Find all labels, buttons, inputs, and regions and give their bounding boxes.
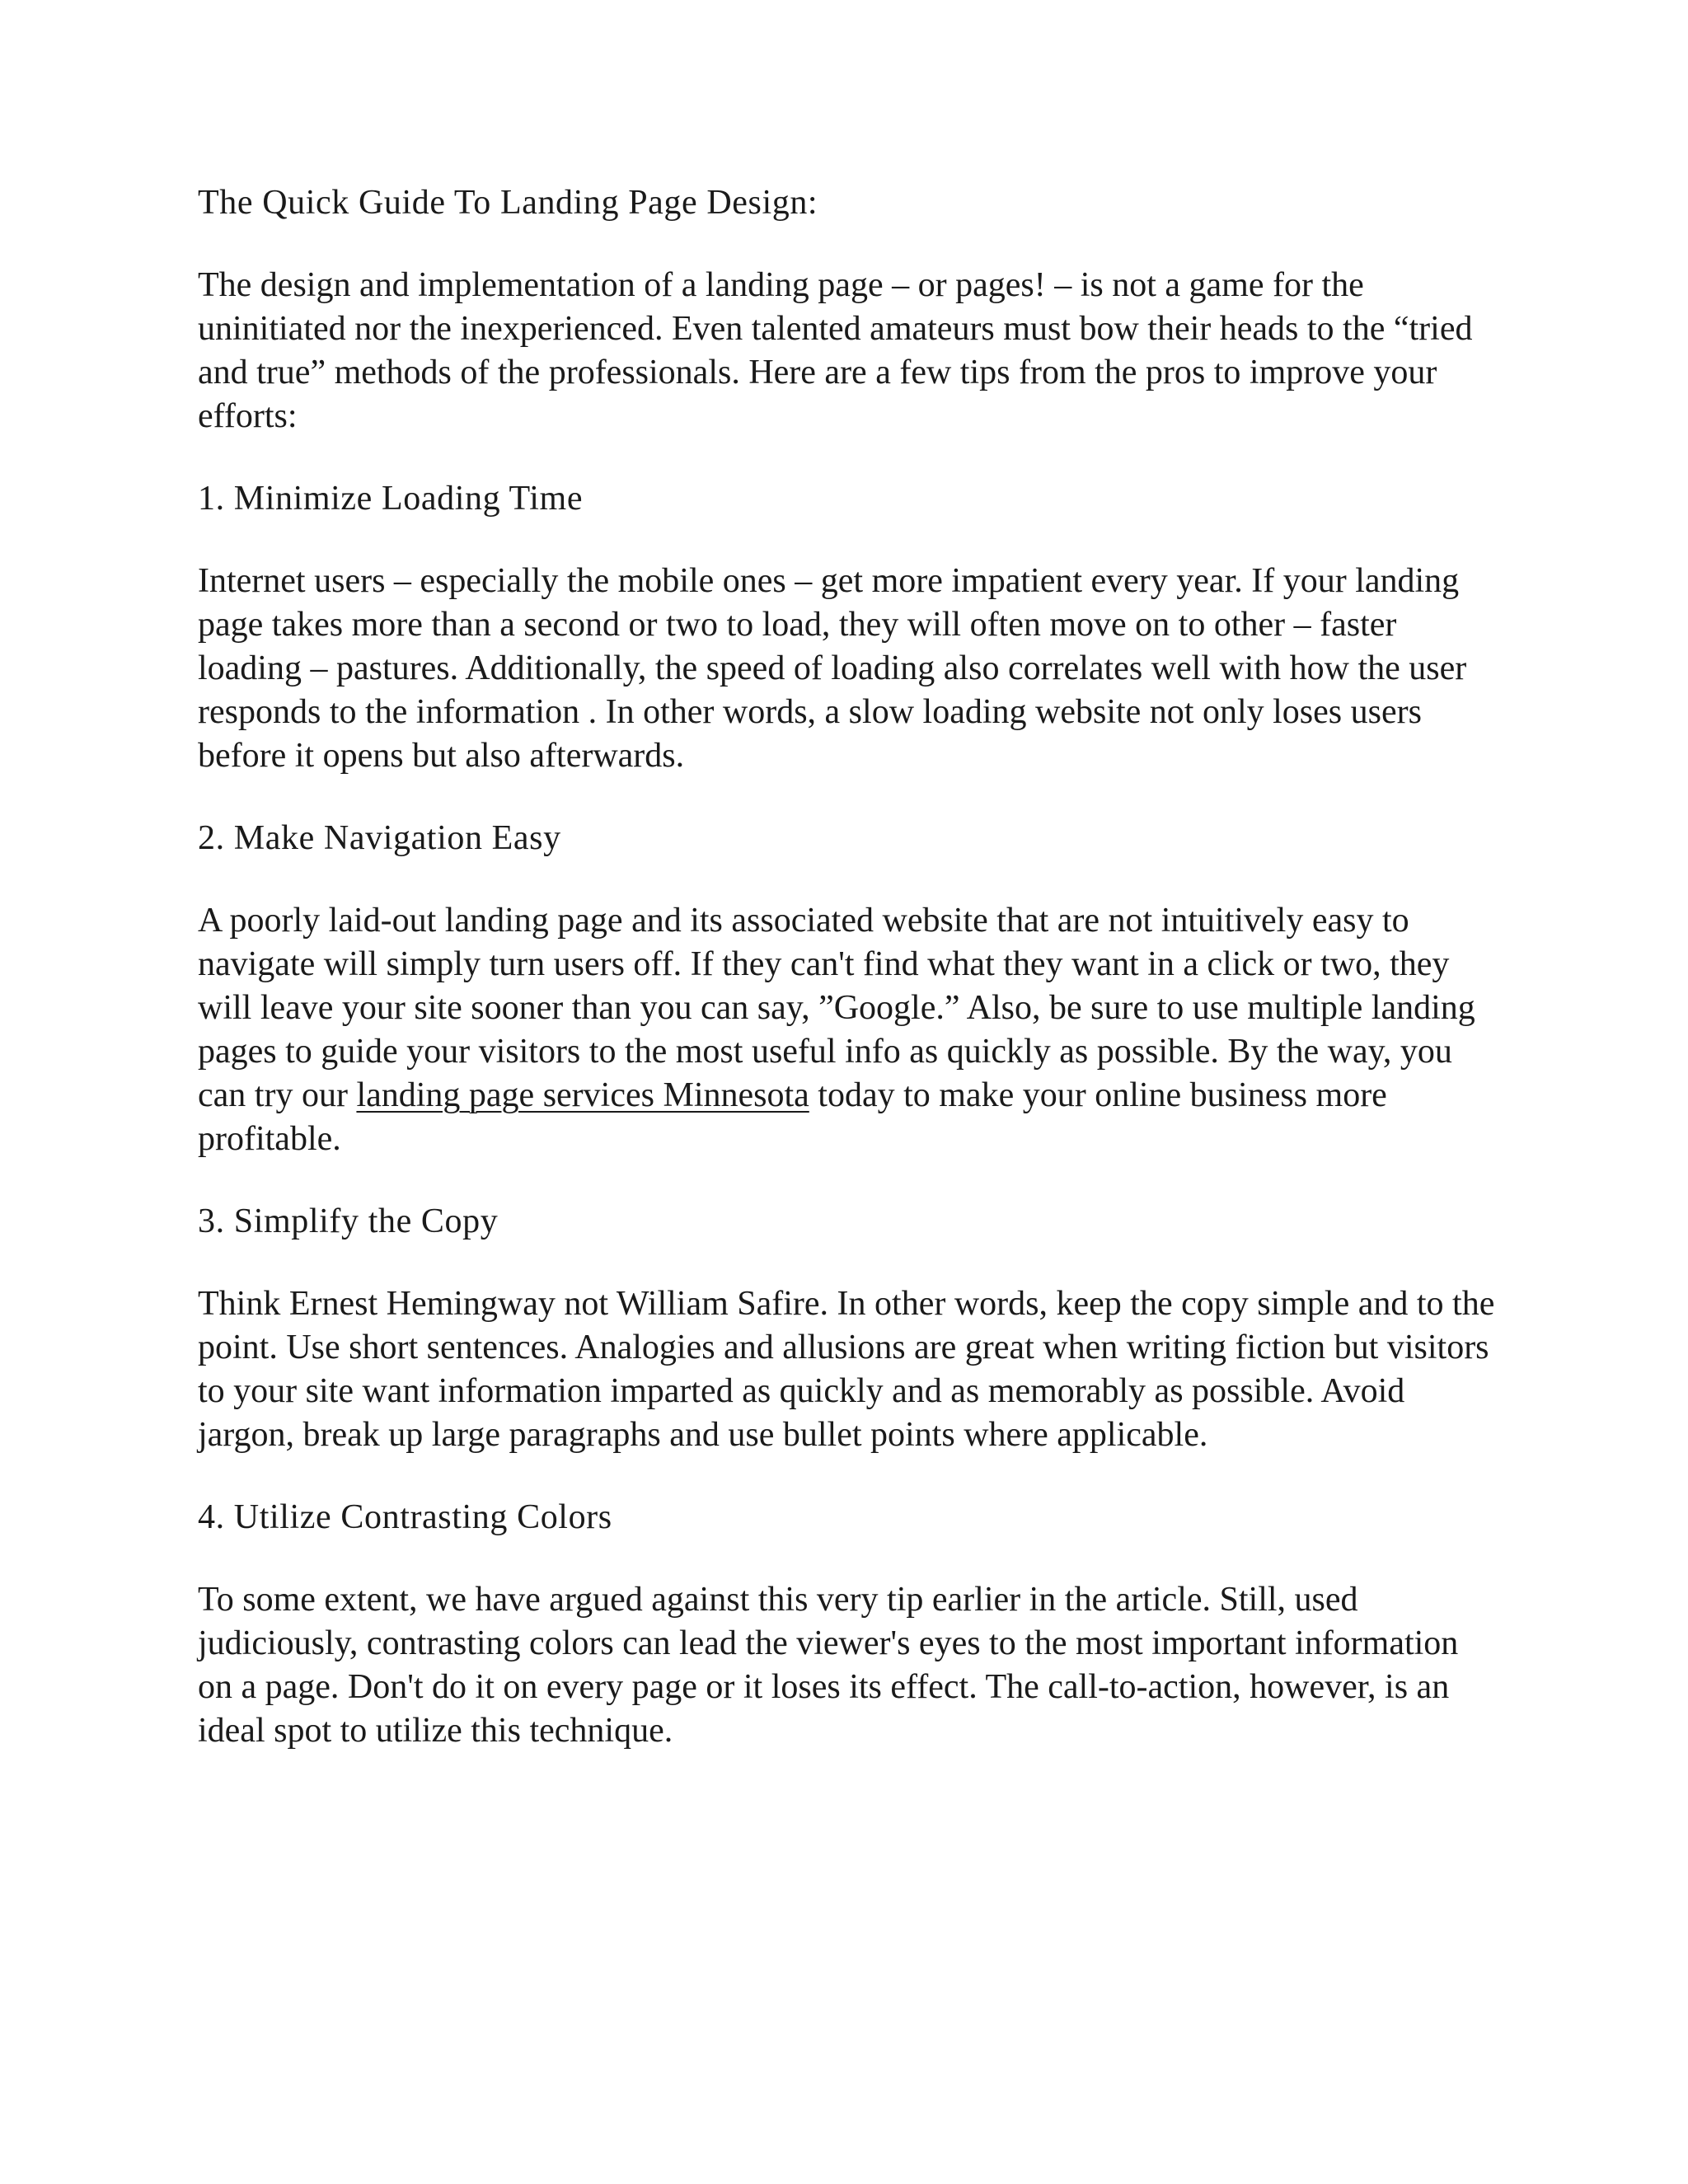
navigation-text-after-link: today to make your online business more profitable. [198, 1076, 1387, 1158]
section-body-loading-time: Internet users – especially the mobile ones – get more impatient every year. If your landing page takes more than a second or two to load, they will often move on to other – faster loading – pastures. Additionally, the speed of loading also correlates well with how the user responds to the information . In other words, a slow loading website not only loses users before it opens but also afterwards. [198, 562, 1467, 775]
section-heading-navigation: 2. Make Navigation Easy [198, 819, 561, 857]
section-body-simplify-copy: Think Ernest Hemingway not William Safire. In other words, keep the copy simple and to the point. Use short sentences. Analogies and allusions are great when writing fiction but visitors to your site want information imparted as quickly and as memorably as possible. Avoid jargon, break up large paragraphs and use bullet points where applicable. [198, 1285, 1495, 1454]
section-heading-loading-time: 1. Minimize Loading Time [198, 480, 584, 518]
document-page [198, 181, 1500, 1792]
section-heading-simplify-copy: 3. Simplify the Copy [198, 1202, 499, 1240]
landing-page-services-link[interactable]: landing page services Minnesota [356, 1076, 809, 1114]
section-body-navigation [198, 899, 1500, 1161]
document-title: The Quick Guide To Landing Page Design: [198, 184, 818, 222]
navigation-text-before-link: A poorly laid-out landing page and its associated website that are not intuitively easy to navigate will simply turn users off. If they can't find what they want in a click or two, they will leave your site sooner than you can say, ”Google.” Also, be sure to use multiple landing pages to guide your visitors to the most useful info as quickly as possible. By the way, you can try our [198, 902, 1475, 1114]
section-heading-contrasting-colors: 4. Utilize Contrasting Colors [198, 1498, 612, 1536]
section-body-contrasting-colors: To some extent, we have argued against this very tip earlier in the article. Still, used judiciously, contrasting colors can lead the viewer's eyes to the most important information on a page. Don't do it on every page or it loses its effect. The call-to-action, however, is an ideal spot to utilize this technique. [198, 1581, 1459, 1750]
intro-paragraph: The design and implementation of a landing page – or pages! – is not a game for the uninitiated nor the inexperienced. Even talented amateurs must bow their heads to the “tried and true” methods of the professionals. Here are a few tips from the pros to improve your efforts: [198, 266, 1473, 435]
